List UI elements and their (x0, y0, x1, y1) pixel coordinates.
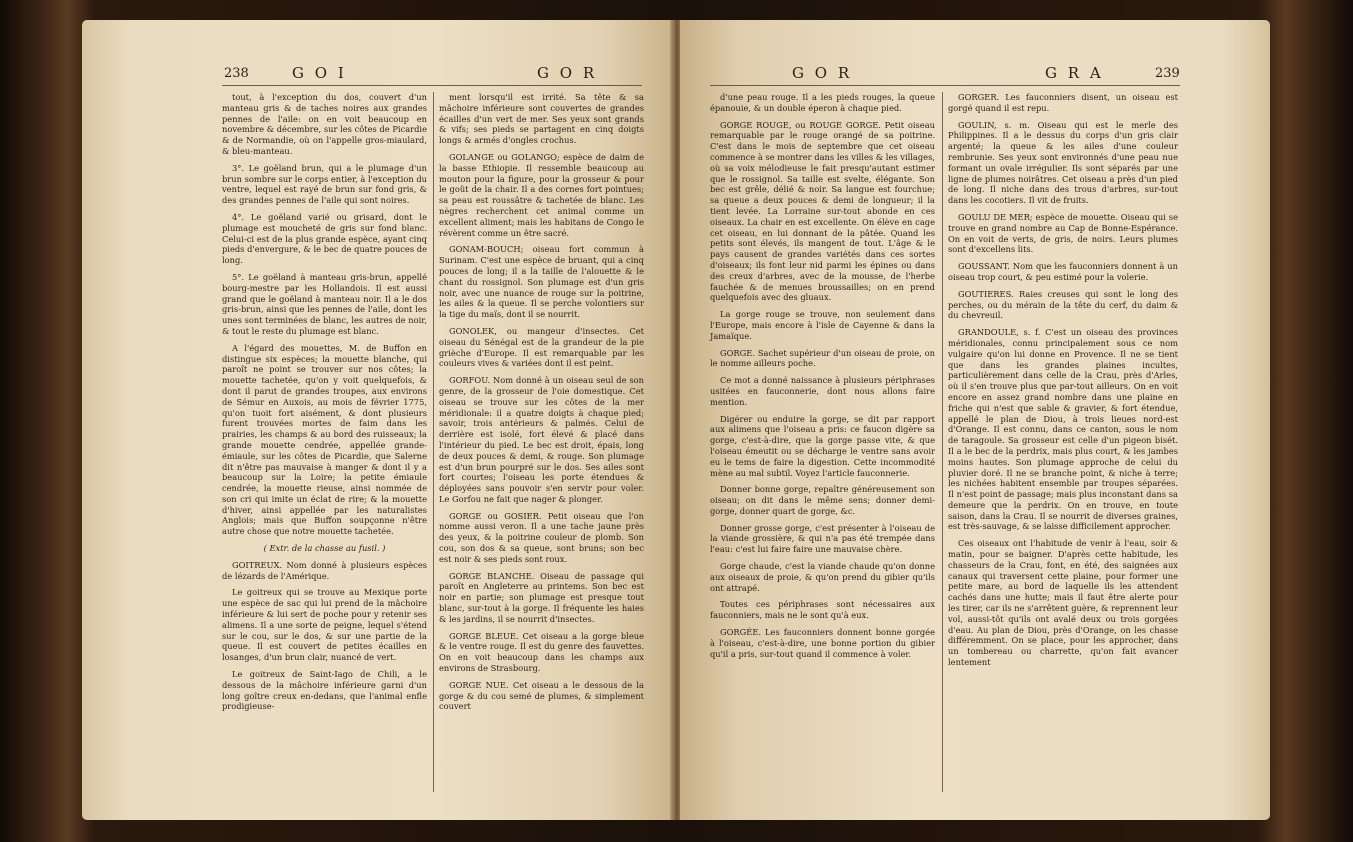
paragraph: 5°. Le goëland à manteau gris-brun, appellé bourg-mestre par les Hollandois. Il est aussi grand que le goëland à manteau noir. Il a le dos gris-brun, ainsi que les pennes de l'aile, dont les unes sont terminées de blanc, les autres de noir, & tout le reste du plumage est blanc. (222, 271, 427, 336)
paragraph: GORGE BLEUE. Cet oiseau a la gorge bleue & le ventre rouge. Il est du genre des fauvettes. On en voit beaucoup dans les champs aux environs de Strasbourg. (439, 630, 644, 674)
text-column (222, 92, 427, 718)
left-page (82, 20, 674, 820)
paragraph: GONAM-BOUCH; oiseau fort commun à Surinam. C'est une espèce de bruant, qui a cinq pouces de long; il a la taille de l'alouette & le chant du rossignol. Son plumage est d'un gris noir, avec une nuance de rouge sur la poitrine, les ailes & la queue. Il se perche volontiers sur la tige du maïs, dont il se nourrit. (439, 244, 644, 320)
right-page (680, 20, 1270, 820)
paragraph: GOULU DE MER; espèce de mouette. Oiseau qui se trouve en grand nombre au Cap de Bonne-Espérance. On en voit de verts, de gris, de noirs. Leurs plumes sont d'excellens lits. (948, 211, 1178, 255)
header-rule (710, 85, 1180, 86)
paragraph: La gorge rouge se trouve, non seulement dans l'Europe, mais encore à l'isle de Cayenne & dans la Jamaïque. (710, 309, 935, 341)
paragraph: Digérer ou enduire la gorge, se dit par rapport aux alimens que l'oiseau a pris: ce faucon digère sa gorge, c'est-à-dire, que la gorge passe vite, & que l'oiseau émeutit ou se décharge le ventre sans avoir eu le tems de faire la digestion. Cette incommodité mène au mal subtil. Voyez l'article fauconnerie. (710, 413, 935, 478)
page-number: 238 (224, 66, 249, 81)
paragraph: Le goitreux de Saint-Iago de Chili, a le dessous de la mâchoire inférieure garni d'un long goître creux en-dedans, que l'animal enfle prodigieuse- (222, 669, 427, 712)
paragraph: d'une peau rouge. Il a les pieds rouges, la queue épanouie, & un double éperon à chaque pied. (710, 92, 935, 113)
paragraph: GORGE NUE. Cet oiseau a le dessous de la gorge & du cou semé de plumes, & simplement couvert (439, 679, 644, 712)
paragraph: GORGER. Les fauconniers disent, un oiseau est gorgé quand il est repu. (948, 92, 1178, 113)
paragraph: Gorge chaude, c'est la viande chaude qu'on donne aux oiseaux de proie, & qu'on prend du gibier qu'ils ont attrapé. (710, 561, 935, 593)
paragraph: GOUTIERES. Raies creuses qui sont le long des perches, ou du mérain de la tête du cerf, du daim & du chevreuil. (948, 288, 1178, 321)
paragraph: GOLANGE ou GOLANGO; espèce de daim de la basse Ethiopie. Il ressemble beaucoup au mouton pour la figure, pour la grosseur & pour le goût de la chair. Il a des cornes fort pointues; sa peau est roussâtre & tachetée de blanc. Les nègres recherchent cet animal comme un excellent aliment; mais les habitans de Congo le révèrent comme un être sacré. (439, 151, 644, 238)
header-rule (222, 85, 642, 86)
paragraph: Toutes ces périphrases sont nécessaires aux fauconniers, mais ne le sont qu'à eux. (710, 599, 935, 621)
paragraph: tout, à l'exception du dos, couvert d'un manteau gris & de taches noires aux grandes pennes de l'aile: on en voit beaucoup en novembre & décembre, sur les côtes de Picardie & de Normandie, où on l'appelle gros-miaulard, & bleu-manteau. (222, 92, 427, 156)
paragraph: Ce mot a donné naissance à plusieurs périphrases usitées en fauconnerie, dont nous allons faire mention. (710, 375, 935, 407)
paragraph: GOITREUX. Nom donné à plusieurs espèces de lézards de l'Amérique. (222, 559, 427, 581)
paragraph: GORGE ou GOSIER. Petit oiseau que l'on nomme aussi veron. Il a une tache jaune près des yeux, & la poitrine couleur de plomb. Son cou, son dos & sa queue, sont bruns; son bec est noir & ses pieds sont roux. (439, 510, 644, 564)
running-head: G O R (537, 64, 598, 82)
paragraph: GRANDOULE, s. f. C'est un oiseau des provinces méridionales, connu principalement sous ce nom vulgaire qu'on lui donne en Provence. Il ne se tient que dans les grandes plaines incultes, particulièrement dans celle de la Crau, près d'Arles, où il s'en trouve plus que par-tout ailleurs. On en voit encore en assez grand nombre dans une plaine en friche qui n'est que sable & gravier, & fort étendue, appellé le plan de Diou, à trois lieues nord-est d'Orange. Il est connu, dans ce canton, sous le nom de taragoule. Sa grosseur est celle d'un pigeon bisét. Il a le bec de la perdrix, mais plus court, & les jambes moins hautes. Son plumage approche de celui du pluvier doré. Il ne se branche point, & niche à terre; les nichées habitent ensemble par troupes séparées. Il n'est point de passage; mais plus inconstant dans sa demeure que la perdrix. On en trouve, en toute saison, dans la Crau. Il se nourrit de diverses graines, est très-sauvage, & se laisse difficilement approcher. (948, 327, 1178, 532)
column-divider (942, 92, 943, 792)
paragraph: 3°. Le goëland brun, qui a le plumage d'un brun sombre sur le corps entier, à l'exception du ventre, lequel est rayé de brun sur fond gris, & des grandes pennes de l'aile qui sont noires. (222, 162, 427, 206)
paragraph: GORFOU. Nom donné à un oiseau seul de son genre, de la grosseur de l'oie domestique. Cet oiseau se trouve sur les côtes de la mer méridionale: il a quatre doigts à chaque pied; savoir, trois antérieurs & palmés. Celui de derrière est isolé, fort élevé & placé dans l'intérieur du pied. Le bec est droit, épais, long de deux pouces & demi, & rouge. Son plumage est d'un brun pourpré sur le dos. Ses ailes sont fort courtes; l'oiseau les porte étendues & déployées sans pouvoir s'en servir pour voler. Le Gorfou ne fait que nager & plonger. (439, 375, 644, 504)
column-divider (433, 92, 434, 792)
running-head: G O I (292, 64, 347, 82)
paragraph: GONOLEK, ou mangeur d'insectes. Cet oiseau du Sénégal est de la grandeur de la pie grièche d'Europe. Il est remarquable par les couleurs vives & variées dont il est peint. (439, 325, 644, 369)
paragraph: A l'égard des mouettes, M. de Buffon en distingue six espèces; la mouette blanche, qui paroît ne point se trouver sur nos côtes; la mouette tachetée, qu'on y voit quelquefois, & dont il parut de grandes troupes, aux environs de Sémur en Auxois, au mois de février 1775, qu'on tuoit fort aisément, & dont plusieurs furent trouvées mortes de faim dans les prairies, les champs & au bord des ruisseaux; la grande mouette cendrée, appellée grande-émiaule, sur les côtes de Picardie, que Salerne dit n'être pas mauvaise à manger & dont il y a beaucoup sur la Loire; la petite émiaule cendrée, la mouette rieuse, ainsi nommée de son cri qui imite un éclat de rire; & la mouette d'hiver, ainsi appellée par les naturalistes Anglois; mais que Buffon soupçonne n'être autre chose que notre mouette tachetée. (222, 342, 427, 537)
paragraph: Donner grosse gorge, c'est présenter à l'oiseau de la viande grossière, & qui n'a pas été trempée dans l'eau: c'est lui faire faire une mauvaise chère. (710, 522, 935, 555)
paragraph: GORGE ROUGE, ou ROUGE GORGE. Petit oiseau remarquable par le rouge orangé de sa poitrine. C'est dans le mois de septembre que cet oiseau commence à se montrer dans les villes & les villages, où sa voix mélodieuse le fait presqu'autant estimer que le rossignol. Sa taille est svelte, élégante. Son bec est grêle, délié & noir. Sa langue est fourchue; sa queue a deux pouces & demi de longueur; il la tient levée. La Lorraine sur-tout abonde en ces oiseaux. La chair en est excellente. On élève en cage cet oiseau, en lui donnant de la pâtée. Quand les petits sont élevés, ils mangent de tout. L'âge & le pays causent de grandes variétés dans ces sortes d'oiseaux; ils font leur nid parmi les épines ou dans des creux d'arbres, avec de la mousse, de l'herbe fauchée & de menues broussailles; on en prend quelquefois avec des gluaux. (710, 119, 935, 303)
text-column (439, 92, 644, 718)
paragraph: ( Extr. de la chasse au fusil. ) (263, 543, 386, 554)
text-column (948, 92, 1178, 674)
page-number: 239 (1155, 66, 1180, 81)
paragraph: Donner bonne gorge, repaître généreusement son oiseau; on dit dans le même sens; donner demi-gorge, donner quart de gorge, &c. (710, 484, 935, 516)
paragraph: GORGE. Sachet supérieur d'un oiseau de proie, on le nomme ailleurs poche. (710, 347, 935, 369)
running-head: G R A (1045, 64, 1104, 82)
running-head: G O R (792, 64, 853, 82)
text-column (710, 92, 935, 665)
paragraph: Le goitreux qui se trouve au Mexique porte une espèce de sac qui lui prend de la mâchoire inférieure & lui sert de poche pour y retenir ses alimens. Il a une sorte de peigne, lequel s'étend sur le cou, sur le dos, & sur une partie de la queue. Il est couvert de petites écailles en losanges, d'un brun clair, nuancé de vert. (222, 587, 427, 663)
paragraph: GOUSSANT. Nom que les fauconniers donnent à un oiseau trop court, & peu estimé pour la volerie. (948, 261, 1178, 282)
paragraph: ment lorsqu'il est irrité. Sa tête & sa mâchoire inférieure sont couvertes de grandes écailles d'un vert de mer. Ses yeux sont grands & vifs; ses pieds se partagent en cinq doigts longs & armés d'ongles crochus. (439, 92, 644, 146)
paragraph: Ces oiseaux ont l'habitude de venir à l'eau, soir & matin, pour se baigner. D'après cette habitude, les chasseurs de la Crau, font, en été, des saignées aux canaux qui traversent cette plaine, pour former une petite mare, au bord de laquelle ils les attendent cachés dans une hutte; mais il faut être alerte pour les tirer, car ils ne s'arrêtent guère, & reprennent leur vol, aussi-tôt qu'ils ont avalé deux ou trois gorgées d'eau. Au plan de Diou, près d'Orange, on les chasse différemment. On se place, pour les approcher, dans un tombereau ou charrette, qu'on fait avancer lentement (948, 538, 1178, 668)
paragraph: GORGE BLANCHE. Oiseau de passage qui paroît en Angleterre au printems. Son bec est noir en partie; son plumage est presque tout blanc, sur-tout à la gorge. Il fréquente les haies & les jardins, il se nourrit d'insectes. (439, 570, 644, 624)
paragraph: 4°. Le goëland varié ou grisard, dont le plumage est moucheté de gris sur fond blanc. Celui-ci est de la plus grande espèce, ayant cinq pieds d'envergure, & le bec de quatre pouces de long. (222, 211, 427, 266)
paragraph: GOULIN, s. m. Oiseau qui est le merle des Philippines. Il a le dessus du corps d'un gris clair argenté; la queue & les ailes d'une couleur rembrunie. Ses yeux sont environnés d'une peau nue formant un ovale irrégulier. Ils sont séparés par une ligne de plumes noirâtres. Cet oiseau a près d'un pied de long. Il niche dans des trous d'arbres, sur-tout dans les cocotiers. Il vit de fruits. (948, 119, 1178, 206)
paragraph: GORGÉE. Les fauconniers donnent bonne gorgée à l'oiseau, c'est-à-dire, une bonne portion du gibier qu'il a pris, sur-tout quand il commence à voler. (710, 627, 935, 659)
